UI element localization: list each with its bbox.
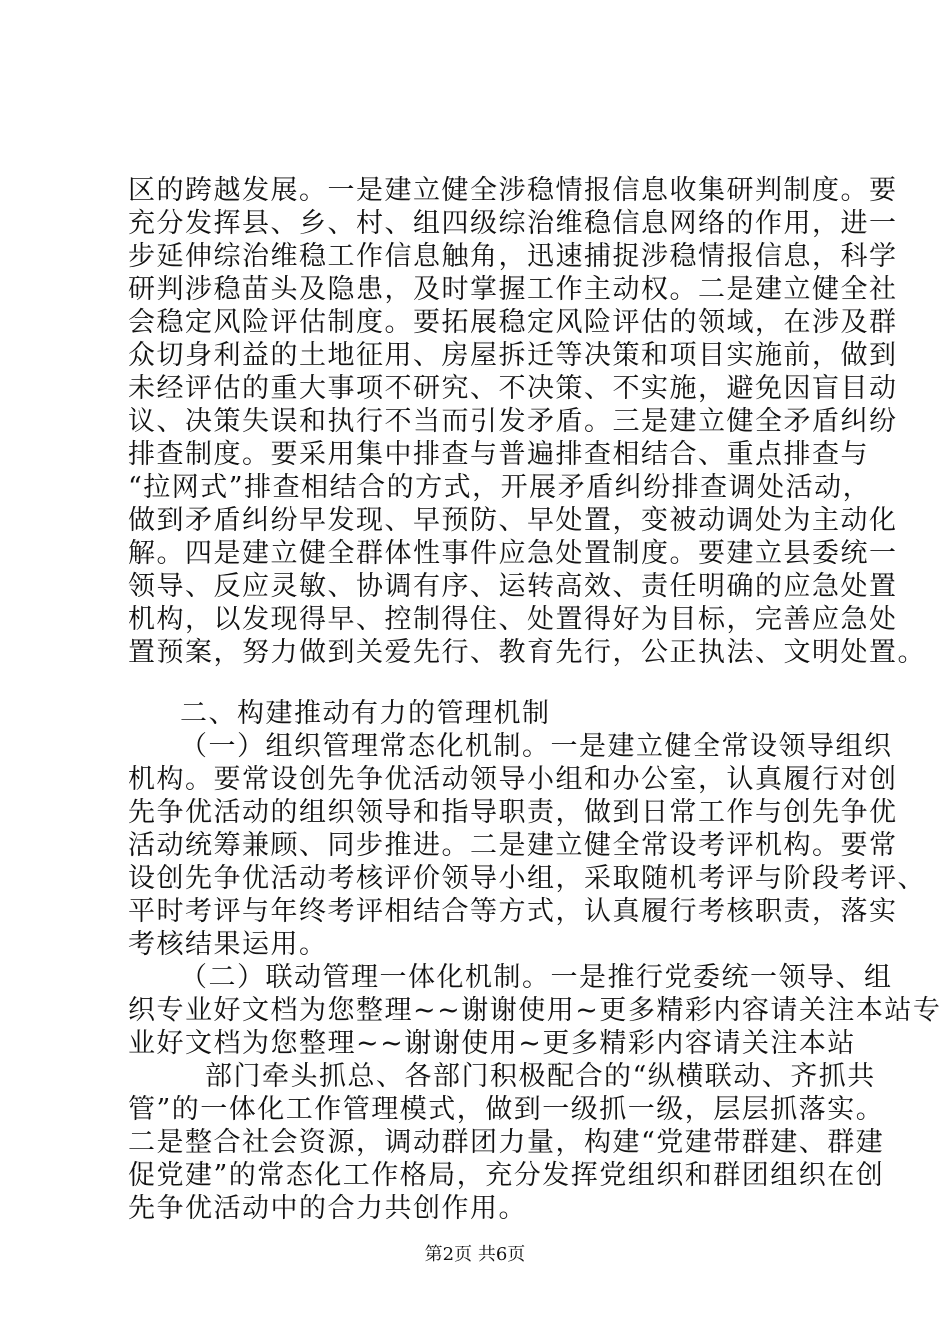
text-line: 置预案，努力做到关爱先行、教育先行，公正执法、文明处置。 (128, 637, 926, 668)
text-line: 会稳定风险评估制度。要拓展稳定风险评估的领域，在涉及群 (128, 307, 898, 338)
text-line: 设创先争优活动考核评价领导小组，采取随机考评与阶段考评、 (128, 863, 926, 894)
text-line: 活动统筹兼顾、同步推进。二是建立健全常设考评机构。要常 (128, 830, 898, 861)
text-line: 促党建”的常态化工作格局，充分发挥党组织和群团组织在创 (128, 1160, 885, 1191)
text-line: 排查制度。要采用集中排查与普遍排查相结合、重点排查与 (128, 439, 869, 470)
text-line: 研判涉稳苗头及隐患，及时掌握工作主动权。二是建立健全社 (128, 274, 898, 305)
text-line: 充分发挥县、乡、村、组四级综治维稳信息网络的作用，进一 (128, 208, 898, 239)
watermark-line: 业好文档为您整理~~谢谢使用~更多精彩内容请关注本站 (128, 1028, 856, 1059)
text-line: 步延伸综治维稳工作信息触角，迅速捕捉涉稳情报信息，科学 (128, 241, 898, 272)
text-line: 未经评估的重大事项不研究、不决策、不实施，避免因盲目动 (128, 373, 898, 404)
text-line: 考核结果运用。 (128, 929, 328, 960)
watermark-line: 织专业好文档为您整理~~谢谢使用~更多精彩内容请关注本站专 (128, 995, 942, 1026)
text-line: 先争优活动中的合力共创作用。 (128, 1193, 527, 1224)
text-line: 议、决策失误和执行不当而引发矛盾。三是建立健全矛盾纠纷 (128, 406, 898, 437)
text-line: 机构。要常设创先争优活动领导小组和办公室，认真履行对创 (128, 764, 898, 795)
page-indicator: 第2页 共6页 (424, 1244, 526, 1265)
text-line: 领导、反应灵敏、协调有序、运转高效、责任明确的应急处置 (128, 571, 898, 602)
text-line: 二是整合社会资源，调动群团力量，构建“党建带群建、群建 (128, 1127, 885, 1158)
text-line: （二）联动管理一体化机制。一是推行党委统一领导、组 (180, 962, 893, 993)
text-line: 区的跨越发展。一是建立健全涉稳情报信息收集研判制度。要 (128, 175, 898, 206)
text-line: 部门牵头抓总、各部门积极配合的“纵横联动、齐抓共 (205, 1061, 876, 1092)
text-line: 做到矛盾纠纷早发现、早预防、早处置，变被动调处为主动化 (128, 505, 898, 536)
text-line: 机构，以发现得早、控制得住、处置得好为目标，完善应急处 (128, 604, 898, 635)
text-line: 解。四是建立健全群体性事件应急处置制度。要建立县委统一 (128, 538, 898, 569)
text-line: （一）组织管理常态化机制。一是建立健全常设领导组织 (180, 731, 893, 762)
text-line: 平时考评与年终考评相结合等方式，认真履行考核职责，落实 (128, 896, 898, 927)
text-line: 先争优活动的组织领导和指导职责，做到日常工作与创先争优 (128, 797, 898, 828)
text-line: 众切身利益的土地征用、房屋拆迁等决策和项目实施前，做到 (128, 340, 898, 371)
section-heading: 二、构建推动有力的管理机制 (180, 698, 551, 729)
text-line: “拉网式”排查相结合的方式，开展矛盾纠纷排查调处活动， (128, 472, 872, 503)
text-line: 管”的一体化工作管理模式，做到一级抓一级，层层抓落实。 (128, 1094, 885, 1125)
